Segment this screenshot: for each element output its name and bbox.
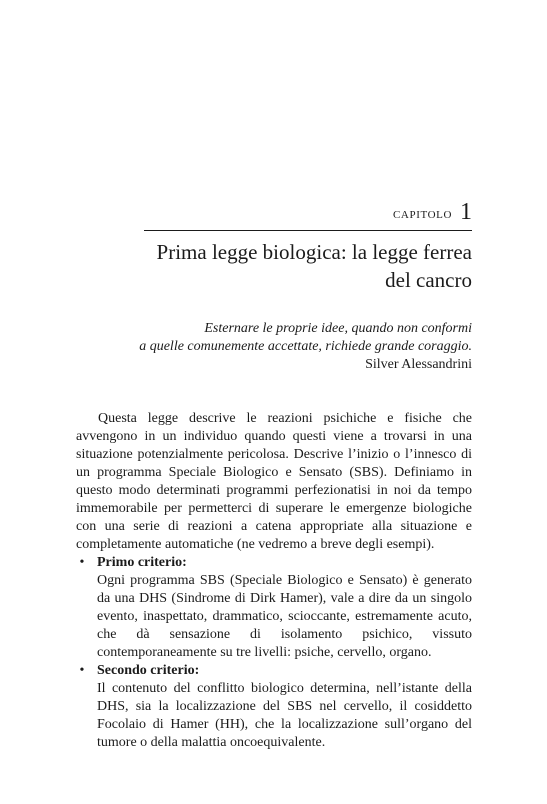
chapter-title-line: Prima legge biologica: la legge ferrea <box>156 240 472 264</box>
criterion-item <box>76 662 472 752</box>
body-text <box>76 410 472 752</box>
epigraph-quote-line: Esternare le proprie idee, quando non conformi <box>204 321 472 336</box>
bullet-icon: • <box>79 555 85 570</box>
chapter-number: 1 <box>460 199 472 225</box>
intro-paragraph: Questa legge descrive le reazioni psichiche e fisiche che avvengono in un individuo quando questi viene a trovarsi in una situazione potenzialmente pericolosa. Descrive l’inizio o l’innesco di un programma Speciale Biologico e Sensato (SBS). Definiamo in questo modo determinati programmi perfezionatisi in noi da tempo immemorabile per permetterci di superare le emergenze biologiche con una serie di reazioni a catena appropriate alla situazione e completamente automatiche (ne vedremo a breve degli esempi). <box>76 411 472 552</box>
criterion-text: Ogni programma SBS (Speciale Biologico e Sensato) è generato da una DHS (Sindrome di Dirk Hamer), vale a dire da un singolo evento, inaspettato, drammatico, scioccante, estremamente acuto, che dà sensazione di isolamento psichico, vissuto contemporaneamente su tre livelli: psiche, cervello, organo. <box>97 573 472 660</box>
chapter-label: CAPITOLO <box>393 209 452 221</box>
chapter-divider <box>144 230 472 231</box>
epigraph <box>72 320 472 374</box>
criterion-title: Primo criterio: <box>97 555 187 570</box>
chapter-heading <box>393 196 472 224</box>
bullet-icon: • <box>79 663 85 678</box>
criterion-title: Secondo criterio: <box>97 663 200 678</box>
chapter-title <box>112 238 472 294</box>
chapter-title-line: del cancro <box>385 268 472 292</box>
criterion-text: Il contenuto del conflitto biologico determina, nell’istante della DHS, sia la localizzazione del SBS nel cervello, il cosiddetto Focolaio di Hamer (HH), che la localizzazione sull’organo del tumore o della malattia oncoequivalente. <box>97 681 472 750</box>
epigraph-quote-line: a quelle comunemente accettate, richiede grande coraggio. <box>139 339 472 354</box>
criteria-list <box>76 554 472 752</box>
epigraph-author: Silver Alessandrini <box>365 357 472 372</box>
criterion-item <box>76 554 472 662</box>
